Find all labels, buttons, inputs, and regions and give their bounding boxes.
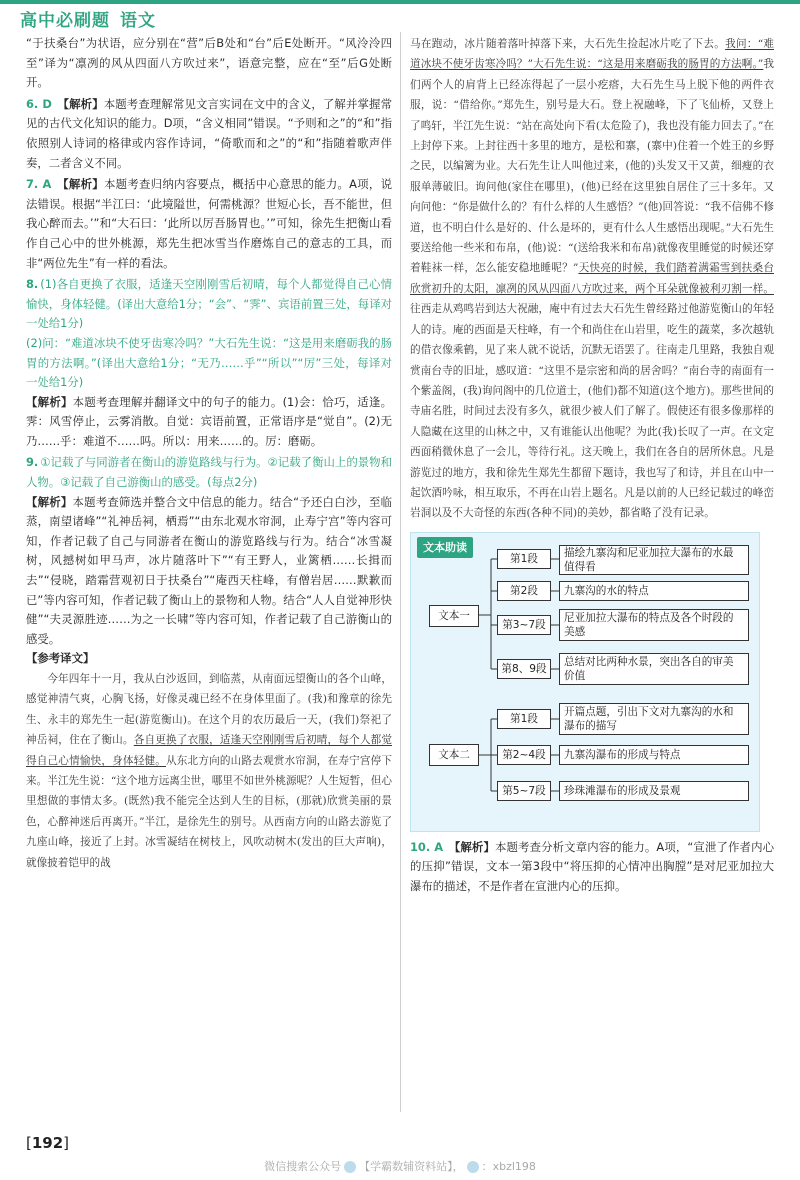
answer-10 bbox=[410, 838, 774, 897]
answer-8-number: 8. bbox=[26, 277, 39, 292]
answer-8-part1 bbox=[26, 275, 392, 334]
footer-text: 【学霸数辅资料站】， bbox=[359, 1160, 464, 1173]
answer-6 bbox=[26, 95, 392, 173]
segment-description: 开篇点题，引出下文对九寨沟的水和瀑布的描写 bbox=[559, 703, 749, 735]
translation-text: 马在跑动，冰片随着落叶掉落下来，大石先生捡起冰片吃了下去。 bbox=[410, 38, 726, 50]
wechat-icon bbox=[467, 1161, 479, 1173]
footer-text: ：xbzl198 bbox=[481, 1160, 536, 1173]
watermark-footer bbox=[0, 1158, 800, 1174]
analysis-tag: 【解析】 bbox=[26, 394, 73, 409]
segment-node: 第8、9段 bbox=[497, 659, 551, 679]
answer-7-number: 7. A bbox=[26, 177, 52, 192]
segment-description: 九寨沟的水的特点 bbox=[559, 581, 749, 601]
segment-description: 总结对比两种水景，突出各自的审美价值 bbox=[559, 653, 749, 685]
analysis-tag: 【解析】 bbox=[448, 839, 495, 854]
segment-node: 第3~7段 bbox=[497, 615, 551, 635]
answer-6-number: 6. D bbox=[26, 96, 52, 111]
answer-8-analysis-text: 本题考查理解并翻译文中的句子的能力。(1)会：恰巧，适逢。霁：风雪停止，云雾消散。自觉：宾语前置，正常语序是“觉自”。(2)无乃……乎：难道不……吗。所以：用来……的。厉：磨砺。 bbox=[26, 394, 392, 448]
page-number: [192] bbox=[26, 1134, 70, 1152]
subject-title: 语文 bbox=[120, 11, 156, 31]
segment-description: 描绘九寨沟和尼亚加拉大瀑布的水最值得看 bbox=[559, 545, 749, 575]
reference-translation-tag: 【参考译文】 bbox=[26, 651, 95, 666]
translation-underlined: 各自更换了衣服，适逢天空刚刚雪后初晴，每个人都觉得自己心情愉快，身体轻健。 bbox=[26, 734, 393, 767]
segment-node: 第1段 bbox=[497, 709, 551, 729]
answer-8-analysis bbox=[26, 393, 392, 452]
analysis-tag: 【解析】 bbox=[57, 96, 104, 111]
answer-10-text: 本题考查分析文章内容的能力。A项，“宣泄了作者内心的压抑”错误，文本一第3段中“将压抑的心情冲出胸膛”是对尼亚加拉大瀑布的描述，不是作者在宣泄内心的压抑。 bbox=[410, 839, 774, 893]
reference-translation-2 bbox=[410, 34, 774, 524]
answer-5-continued: “于扶桑台”为状语，应分别在“营”后B处和“台”后E处断开。“风泠泠四至”译为“凛冽的风从四面八方吹过来”，语意完整，应在“至”后G处断开。 bbox=[26, 36, 392, 90]
text-guide-diagram bbox=[410, 532, 760, 832]
segment-node: 第5~7段 bbox=[497, 781, 551, 801]
segment-node: 第2段 bbox=[497, 581, 551, 601]
translation-underlined: 我问：“难道冰块不使牙齿寒冷吗？”大石先生说：“这是用来磨砺我的肠胃的方法啊。” bbox=[410, 38, 775, 71]
analysis-tag: 【解析】 bbox=[26, 494, 73, 509]
answer-9-number: 9. bbox=[26, 455, 39, 470]
text2-node: 文本二 bbox=[429, 744, 479, 766]
segment-node: 第1段 bbox=[497, 549, 551, 569]
header-bar bbox=[0, 0, 800, 4]
book-title: 高中必刷题 bbox=[20, 11, 110, 31]
right-column bbox=[410, 34, 774, 897]
page-header bbox=[0, 0, 800, 32]
segment-node: 第2~4段 bbox=[497, 745, 551, 765]
answer-7 bbox=[26, 175, 392, 273]
wechat-icon bbox=[344, 1161, 356, 1173]
segment-description: 九寨沟瀑布的形成与特点 bbox=[559, 745, 749, 765]
answer-7-text: 本题考查归纳内容要点，概括中心意思的能力。A项，说法错误。根据“半江曰：‘此境隘世，何需桃源？世短心长，吾不能世，但我心醉而去。’”和“大石曰：‘此所以厉吾肠胃也。’”可知，徐先生把衡山看作自己心中的世外桃源，郑先生把冰雪当作磨炼自己的意志的工具，而非“两位先生”有一样的看法。 bbox=[26, 177, 392, 270]
answer-8-a1: (1)各自更换了衣服，适逢天空刚刚雪后初晴，每个人都觉得自己心情愉快，身体轻健。(译出大意给1分；“会”、“霁”、宾语前置三处，每译对一处给1分) bbox=[26, 277, 392, 331]
translation-text: 往西走从鸡鸣岩到达大祝融，庵中有过去大石先生曾经路过他游览衡山的年轻人的诗。庵的西面是天柱峰，有一个和尚住在山岩里，吃生的蔬菜，多次越轨的借衣像乘鹤，见了来人就不说话，沉默无语罢了。往南走几里路，我独自观赏南台寺的旧址，感叹道：“这里不是宗密和尚的居舍吗？”南台寺的南面有一个紫盖阁，(我)询问阁中的几位道士，(他们)都不知道(这个地方)。那些世间的寺庙名胜，时间过去没有多久，就很少被人们了解了。假使还有很多像那样的人隐藏在这里的山林之中，又有谁能认出他呢？为此(我)长叹了一声。在文定西面稍微休息了一会儿，等待行礼。这天晚上，我们在各自的居所休息。凡是游览过的地方，我和徐先生郑先生都留下题诗，我也写了和诗，并且在山中一起饮酒吟咏，相互取乐，不再在山岩上题名。凡是以前的人已经记载过的峰峦岩洞以及不大奇怪的东西(各种不同)的美妙，都省略了没有记录。 bbox=[410, 303, 774, 520]
reference-translation-1 bbox=[26, 669, 392, 873]
translation-text: 我们两个人的肩背上已经冻得起了一层小疙瘩，大石先生马上脱下他的两件衣服，说：“借给你。”郑先生，别号是大石。登上祝融峰，下了飞仙桥，又登上了鸣轩，半江先生说：“站在高处向下看(太危险了)，我也没有能力回去了。”在上封停下来。上封往西十多里的地方，是松和寨，(寨中)住着一个姓王的乡野之民，以编篱为业。大石先生让人叫他过来，(他的)头发又干又黄，细瘦的衣服单薄破旧。询问他(家住在哪里)，(他)已经在这里独自居住了三十多年。又向问他：“你是做什么的？有什么样的人生感悟？”(他)回答说：“我不信佛不修道，也不明白什么是好的、什么是坏的，更有什么人生感悟出现呢。”大石先生要送给他一些米和布帛，(他)说：“(送给我米和布帛)就像夜里睡觉的时候还穿着鞋袜一样，怎么能安稳地睡呢？” bbox=[410, 58, 775, 275]
analysis-tag: 【解析】 bbox=[57, 177, 104, 192]
segment-description: 尼亚加拉大瀑布的特点及各个时段的美感 bbox=[559, 609, 749, 641]
answer-10-number: 10. A bbox=[410, 839, 444, 854]
answer-9-text: ①记载了与同游者在衡山的游览路线与行为。②记载了衡山上的景物和人物。③记载了自己游衡山的感受。(每点2分) bbox=[26, 455, 392, 490]
page-number-value: 192 bbox=[31, 1134, 64, 1152]
text1-node: 文本一 bbox=[429, 605, 479, 627]
translation-text: 从东北方向的山路去观赏水帘洞，在寿宁宫停下来。半江先生说：“这个地方远离尘世，哪里不如世外桃源呢？人生短暂，但心里想做的事情太多。(既然)我不能完全达到人生的目标，(那就)欣赏美丽的景色，心醉神迷后再离开。”半江，是徐先生的别号。从西南方向的山路去游览了九座山峰，接近了上封。冰雪凝结在树枝上，风吹动树木(发出的巨大声响)，就像披着铠甲的战 bbox=[26, 754, 393, 869]
column-divider bbox=[400, 32, 401, 1112]
left-column bbox=[26, 34, 392, 873]
header-title bbox=[20, 6, 156, 31]
answer-9 bbox=[26, 453, 392, 492]
translation-underlined: 天快亮的时候，我们踏着满霜雪到扶桑台欣赏初升的太阳，凛冽的风从四面八方吹过来，两个耳朵就像被利刃割一样。 bbox=[410, 262, 774, 295]
answer-8-part2: (2)问：“难道冰块不使牙齿寒冷吗？”大石先生说：“这是用来磨砺我的肠胃的方法啊。”(译出大意给1分；“无乃……乎”“所以”“厉”三处，每译对一处给1分) bbox=[26, 335, 392, 390]
answer-9-analysis-text: 本题考查筛选并整合文中信息的能力。结合“予还白白沙，至临蒸，南望诸峰”“礼神岳祠，栖焉”“由东北观水帘洞，止寿宁宫”等内容可知，作者记载了自己与同游者在衡山的游览路线与行为。结合“冰雪凝树，风撼树如甲马声，冰片随落叶下”“有王野人，业篱栖……长揖而去”“侵晓，踏霜营观初日于扶桑台”“庵西天柱峰，有僧岩居……默歉而已”等内容可知，作者记载了衡山上的景物和人物。结合“人人自觉神形快健”“夫灵源胜迹……为之一长啸”等内容可知，作者记载了自己游衡山的感受。 bbox=[26, 494, 392, 646]
answer-6-text: 本题考查理解常见文言实词在文中的含义，了解并掌握常见的古代文化知识的能力。D项，“含义相同”错误。“予则和之”的“和”指依照别人诗词的格律或内容作诗词，“倚歌而和之”的“和”指随着歌声伴奏，二者含义不同。 bbox=[26, 96, 392, 170]
translation-text: 今年四年十一月，我从白沙返回，到临蒸，从南面远望衡山的各个山峰，感觉神清气爽，心胸飞扬，好像灵魂已经不在身体里面了。(我)和豫章的徐先生、永丰的郑先生一起(游览衡山)。在这个月的农历最后一天，(我们)祭祀了神岳祠，住在了衡山。 bbox=[26, 673, 392, 747]
footer-text: 微信搜索公众号 bbox=[264, 1160, 342, 1173]
diagram-title: 文本助读 bbox=[417, 537, 473, 559]
segment-description: 珍珠滩瀑布的形成及景观 bbox=[559, 781, 749, 801]
answer-9-analysis bbox=[26, 493, 392, 650]
